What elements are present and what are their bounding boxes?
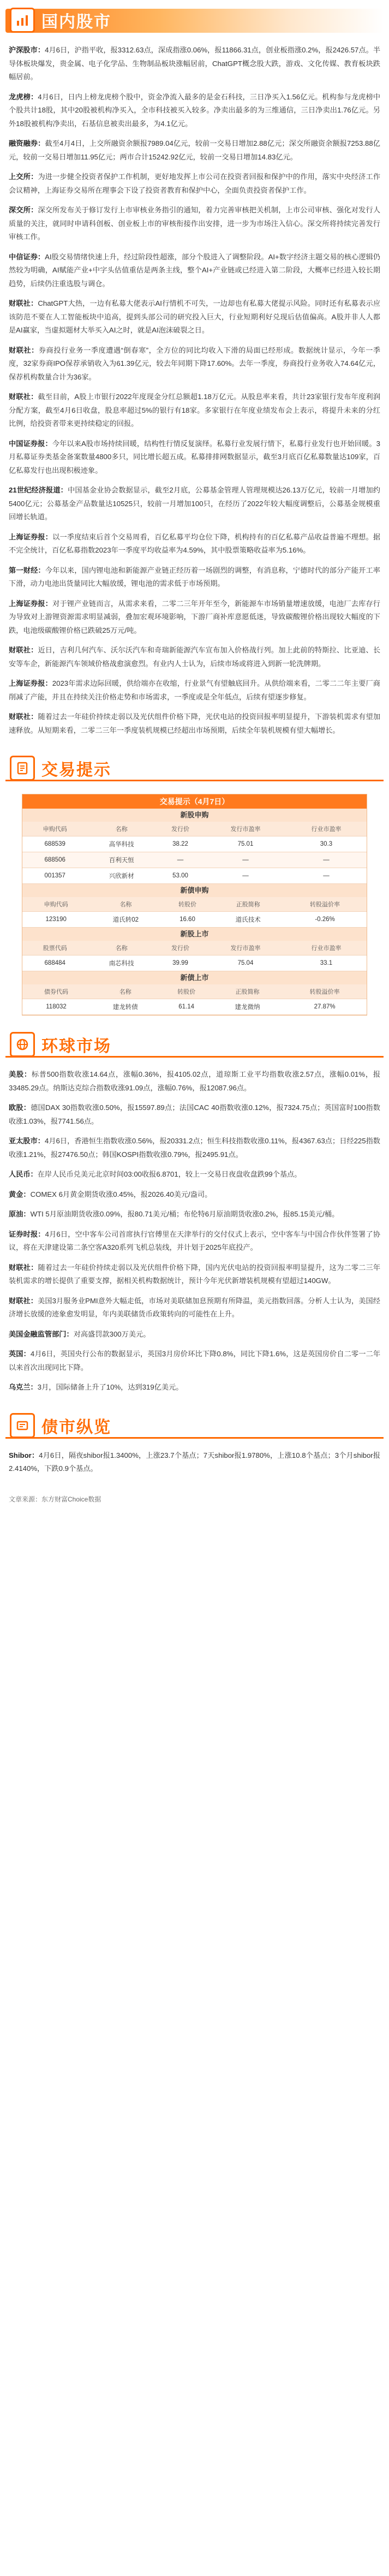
paragraph-source: 财联社： <box>9 713 38 721</box>
news-paragraph <box>9 44 380 84</box>
bond-icon <box>10 1413 35 1438</box>
paragraph-source: 21世纪经济报道： <box>9 486 68 494</box>
news-paragraph <box>9 1381 380 1394</box>
paragraph-source: 沪深股市： <box>9 46 45 54</box>
paragraph-source: 财联社： <box>9 1263 38 1272</box>
paragraph-source: 财联社： <box>9 1296 38 1305</box>
paragraph-text: 4月6日，沪指平收，报3312.63点，深成指涨0.06%，报11866.31点，创业板指涨0.2%，报2426.57点。半导体板块爆发，贵金属、电子化学品、生物制品板块涨幅居前，ChatGPT概念股大跌，游戏、文化传媒、教育板块跌幅居前。 <box>9 46 381 81</box>
news-paragraph <box>9 251 380 291</box>
table-cell: 南芯科技 <box>87 955 155 971</box>
new-bond-table <box>22 897 367 928</box>
news-paragraph <box>9 170 380 197</box>
table-cell: 75.04 <box>205 955 286 971</box>
news-paragraph <box>9 1228 380 1255</box>
paragraph-source: 亚太股市： <box>9 1137 45 1145</box>
table-cell: 16.60 <box>162 912 213 928</box>
paragraph-source: 原油： <box>9 1210 31 1218</box>
ipo-table <box>22 794 367 1016</box>
paragraph-text: 随着过去一年硅价持续走弱以及光伏组件价格下降，光伏电站的投资回报率明显提升，下游装机需求有望加速释放。从短期来看，二零二三年一季度装机规模已经超出市场预期，后续全年装机规模有望大幅增长。 <box>9 713 381 734</box>
news-paragraph <box>9 344 380 384</box>
bond-listing-header: 新债上市 <box>22 971 367 984</box>
news-paragraph <box>9 91 380 131</box>
table-cell: 123190 <box>22 912 89 928</box>
news-paragraph <box>9 1068 380 1095</box>
table-cell: -0.26% <box>283 912 367 928</box>
column-header: 名称 <box>90 984 160 999</box>
news-paragraph <box>9 531 380 557</box>
table-header-row <box>22 984 367 999</box>
globe-icon <box>10 1032 35 1057</box>
column-header: 名称 <box>87 822 155 836</box>
news-paragraph <box>9 564 380 591</box>
paragraph-text: 随着过去一年硅价持续走弱以及光伏组件价格下降，国内光伏电站的投资回报率明显提升，这为二零二三年装机需求的增长提供了重要支撑，据相关机构数据统计，预计今年光伏新增装机规模有望超过140GW。 <box>9 1263 381 1285</box>
paragraph-text: AI股交易情绪快速上升，经过阶段性超涨，部分个股进入了调整阶段。AI+数字经济主题交易的核心逻辑仍然较为明确，AI赋能产业+中字头估值重估是两条主线，整个AI+产业链或已经进入第二阶段，大概率已经进入较长期趋势，后续仍注重选股与调仓。 <box>9 252 380 288</box>
table-cell: 61.14 <box>160 999 212 1015</box>
domestic-news <box>0 40 389 748</box>
table-cell: — <box>286 868 367 884</box>
table-cell: 75.01 <box>205 836 286 852</box>
paragraph-text: 4月6日，隔夜shibor报1.3400%，上涨23.7个基点；7天shibor报1.9780%，上涨10.8个基点；3个月shibor报2.4140%，下跌0.9个基点。 <box>9 1451 380 1473</box>
table-header-row <box>22 822 367 836</box>
paragraph-source: 上海证券报： <box>9 599 53 608</box>
paragraph-source: 融资融券： <box>9 139 45 147</box>
table-header-row <box>22 941 367 955</box>
section-header-bond <box>0 1405 389 1446</box>
paragraph-text: 今年以来A股市场持续回暖，结构性行情反复演绎。私募行业发展行情下，私募行业发行也开始回暖。3月私募证券类基金备案数量4800多只，同比增长超五成。私募排排网数据显示，截至3月底百亿私募数量达109家，百亿私募发行也出现积极迹象。 <box>9 439 380 474</box>
table-title: 交易提示（4月7日） <box>22 794 367 809</box>
table-cell: 688539 <box>22 836 87 852</box>
news-paragraph <box>9 1188 380 1202</box>
paragraph-text: 今年以来，国内锂电池和新能源产业链正经历着一场剧烈的调整，有消息称，宁德时代的部分产能开工率下滑，动力电池出货量同比大幅放缓，锂电池的需求低于市场预期。 <box>9 566 380 587</box>
paragraph-text: 为进一步健全投资者保护工作机制，更好地发挥上市公司在投资者回报和保护中的作用，落实中央经济工作会议精神，上海证券交易所在理事会下设了投资者教育和保护中心，全面负责投资者保护工作。 <box>9 173 381 194</box>
news-paragraph <box>9 677 380 704</box>
paragraph-source: 美国金融监管部门： <box>9 1329 74 1338</box>
paragraph-text: 2023年需求边际回暖，供给端亦在收缩，行业景气有望触底回升。从供给端来看，二零二二年主要厂商削减了产能，并且在持续关注价格走势和市场需求，一季度或是全年低点，后续有望逐步修复。 <box>9 679 380 701</box>
paragraph-source: 上交所： <box>9 173 38 181</box>
table-row <box>22 836 367 852</box>
news-paragraph <box>9 710 380 737</box>
table-cell: 27.87% <box>283 999 367 1015</box>
table-row <box>22 912 367 928</box>
table-cell: 39.99 <box>155 955 205 971</box>
section-title: 环球市场 <box>41 1037 111 1055</box>
column-header: 股票代码 <box>22 941 87 955</box>
column-header: 转股价 <box>162 897 213 912</box>
paragraph-source: 乌克兰： <box>9 1383 38 1391</box>
new-stock-header: 新股申购 <box>22 809 367 822</box>
paragraph-source: 财联社： <box>9 393 38 401</box>
paragraph-text: 在岸人民币兑美元北京时间03:00收报6.8701，较上一交易日夜盘收盘跌99个基点。 <box>37 1170 302 1178</box>
paragraph-text: 4月6日，空中客车公司首席执行官傅里在天津举行的交付仪式上表示，空中客车与中国合作伙伴签署了协议，将在天津建设第二条空客A320系列飞机总装线，并计划于2025年底投产。 <box>9 1230 380 1251</box>
source-note: 文章来源：东方财富Choice数据 <box>9 1495 101 1503</box>
news-paragraph <box>9 1135 380 1161</box>
news-paragraph <box>9 1328 380 1342</box>
paragraph-source: 财联社： <box>9 346 39 354</box>
paragraph-source: 深交所： <box>9 206 38 214</box>
paragraph-text: 标普500指数收涨14.64点，涨幅0.36%，报4105.02点，道琼斯工业平均指数收涨2.57点，涨幅0.01%，报33485.29点。纳斯达克综合指数收涨91.09点，涨幅0.76%，报12087.96点。 <box>9 1070 381 1092</box>
global-news <box>0 1065 389 1405</box>
news-paragraph <box>9 437 380 478</box>
paragraph-source: 上海证券报： <box>9 532 53 541</box>
paragraph-source: 证券时报： <box>9 1230 45 1238</box>
news-paragraph <box>9 484 380 524</box>
table-cell: 建龙微纳 <box>212 999 283 1015</box>
paragraph-text: 4月6日，日内上榜龙虎榜个股中，资金净流入最多的是金石科技，三日净买入1.56亿元。机构参与龙虎榜中个股共计18股，其中20股被机构净买入，全市科技被买入较多。净卖出最多的为三维通信，三日净卖出1.76亿元。另外18股被机构净卖出，石基信息被卖出最多，为4.1亿元。 <box>9 92 380 128</box>
table-cell: 38.22 <box>155 836 205 852</box>
column-header: 正股简称 <box>212 984 283 999</box>
news-paragraph <box>9 204 380 244</box>
column-header: 转股价 <box>160 984 212 999</box>
paragraph-text: 对高盛罚款300万美元。 <box>73 1329 151 1338</box>
news-paragraph <box>9 1168 380 1182</box>
table-cell: 53.00 <box>155 868 205 884</box>
paragraph-source: 欧股： <box>9 1103 31 1112</box>
news-paragraph <box>9 1208 380 1221</box>
table-cell: 688506 <box>22 852 87 868</box>
section-header-trading <box>0 748 389 788</box>
column-header: 行业市盈率 <box>286 941 367 955</box>
column-header: 正股简称 <box>213 897 283 912</box>
paragraph-text: 美国3月服务业PMI意外大幅走低，市场对美联储加息预期有所降温，美元指数回落。分析人士认为，美国经济增长放缓的迹象愈发明显，年内美联储货币政策转向的可能性在上升。 <box>9 1296 380 1318</box>
paragraph-source: 中国证券报： <box>9 439 52 448</box>
table-cell: 高华科技 <box>87 836 155 852</box>
news-paragraph <box>9 644 380 670</box>
section-title: 交易提示 <box>41 761 111 779</box>
column-header: 发行价 <box>155 822 205 836</box>
paragraph-text: COMEX 6月黄金期货收涨0.45%，报2026.40美元/盎司。 <box>30 1190 212 1198</box>
paragraph-source: 黄金： <box>9 1190 31 1198</box>
news-paragraph <box>9 1348 380 1374</box>
paragraph-source: 人民币： <box>9 1170 38 1178</box>
table-cell: — <box>155 852 205 868</box>
paragraph-source: 财联社： <box>9 299 38 307</box>
paragraph-text: 3月，国际储备上升了10%，达到319亿美元。 <box>37 1383 183 1391</box>
table-cell: 兴欣新材 <box>87 868 155 884</box>
news-paragraph <box>9 1261 380 1288</box>
paragraph-text: 券商投行业务一季度遭遇“倒春寒”，全方位的同比均收入下滑的局面已经形成。数据统计显示，今年一季度，32家券商IPO保荐承销收入为61.39亿元，较去年同期下降17.60%。去年一季度，券商投行业务收入74.64亿元，保荐机构数量合计为36家。 <box>9 346 381 381</box>
news-paragraph <box>9 1295 380 1321</box>
news-paragraph <box>9 390 380 431</box>
section-header-domestic <box>0 0 389 40</box>
table-cell: 百利天恒 <box>87 852 155 868</box>
table-row <box>22 852 367 868</box>
paragraph-text: 截至4月4日，上交所融资余额报7989.04亿元，较前一交易日增加2.88亿元；深交所融资余额报7253.88亿元，较前一交易日增加11.95亿元；两市合计15242.92亿元，较前一交易日增加14.83亿元。 <box>9 139 380 161</box>
paragraph-text: 近日，吉利几何汽车、沃尔沃汽车和奇瑞新能源汽车宣布加入价格战行列。加上此前的特斯拉、比亚迪、长安等车企，新能源汽车领域价格战愈演愈烈。有业内人士认为，后续市场或将进入到新一轮洗牌期。 <box>9 646 381 668</box>
table-cell: 688484 <box>22 955 87 971</box>
bond-news <box>0 1446 389 1487</box>
paragraph-source: 第一财经： <box>9 566 45 574</box>
new-bond-header: 新债申购 <box>22 884 367 897</box>
paragraph-text: 4月6日，英国央行公布的数据显示，英国3月房价环比下降0.8%，同比下降1.6%，这是英国房价自二零一二年以来首次出现同比下降。 <box>9 1350 381 1372</box>
news-paragraph <box>9 137 380 164</box>
section-title: 债市纵览 <box>41 1418 111 1437</box>
news-paragraph <box>9 1101 380 1128</box>
paragraph-text: 截至目前，A股上市银行2022年度现金分红总额超1.18万亿元。从股息率来看，共计23家银行发布年度利润分配方案，截至4月6日收盘，股息率超过5%的银行有18家。多家银行在年度业绩发布会上表示，将提升未来的分红比例，给投资者带来更持续稳定的回报。 <box>9 393 381 428</box>
column-header: 行业市盈率 <box>286 822 367 836</box>
column-header: 名称 <box>89 897 161 912</box>
table-cell: — <box>205 868 286 884</box>
section-header-global <box>0 1024 389 1065</box>
table-cell: 道氏转02 <box>89 912 161 928</box>
paragraph-text: WTI 5月原油期货收涨0.09%，报80.71美元/桶；布伦特6月原油期货收涨0.2%，报85.15美元/桶。 <box>30 1210 339 1218</box>
market-chart-icon <box>10 8 35 33</box>
table-cell: 道氏技术 <box>213 912 283 928</box>
table-row <box>22 999 367 1015</box>
table-cell: 001357 <box>22 868 87 884</box>
paragraph-source: Shibor： <box>9 1451 39 1459</box>
paragraph-source: 英国： <box>9 1350 31 1358</box>
table-cell: — <box>205 852 286 868</box>
table-row <box>22 868 367 884</box>
paragraph-text: 对于锂产业链而言，从需求来看，二零二三年开年至今，新能源车市场销量增速放缓，电池厂去库存行为导致对上游锂资源需求明显减弱，叠加宏观环境影响，下游厂商补库意愿低迷，导致碳酸锂价格出现较大幅度的下跌，电池级碳酸锂价格已跌破25万元/吨。 <box>9 599 380 634</box>
table-cell: 33.1 <box>286 955 367 971</box>
bond-listing-table <box>22 984 367 1015</box>
paragraph-source: 上海证券报： <box>9 679 52 687</box>
notebook-icon <box>10 756 35 781</box>
table-cell: 建龙转债 <box>90 999 160 1015</box>
listing-table <box>22 941 367 971</box>
paragraph-source: 美股： <box>9 1070 32 1078</box>
news-paragraph <box>9 597 380 638</box>
column-header: 转股溢价率 <box>283 984 367 999</box>
column-header: 发行市盈率 <box>205 941 286 955</box>
paragraph-text: ChatGPT大热，一边有私募大佬表示AI行情机不可失，一边却也有私募大佬提示风险。同时还有私募表示应该防范不要在人工智能板块中追高，提到头部公司的研究投入巨大，行业短期利好兑现后估值偏高。A股并非人人都是AI赢家，当虚拟题材大举买入AI之时，就是AI泡沫破裂之日。 <box>9 299 381 334</box>
column-header: 申购代码 <box>22 822 87 836</box>
paragraph-text: 中国基金业协会数据显示，截至2月底，公募基金管理人管理规模达26.13万亿元，较前一月增加约5400亿元；公募基金产品数量达10525只，较前一月增加100只，在经历了2022年较大幅度调整后，公募基金规模重回增长轨道。 <box>9 486 380 521</box>
column-header: 名称 <box>87 941 155 955</box>
column-header: 转股溢价率 <box>283 897 367 912</box>
column-header: 发行市盈率 <box>205 822 286 836</box>
paragraph-text: 4月6日，香港恒生指数收涨0.56%，报20331.2点；恒生科技指数收涨0.11%，报4367.63点；日经225指数收涨1.21%，报27476.50点；韩国KOSPI指数收涨0.79%，报2495.91点。 <box>9 1137 380 1159</box>
table-cell: 118032 <box>22 999 90 1015</box>
column-header: 发行价 <box>155 941 205 955</box>
column-header: 申购代码 <box>22 897 89 912</box>
column-header: 债券代码 <box>22 984 90 999</box>
paragraph-text: 深交所发布关于修订发行上市审核业务指引的通知，着力完善审核把关机制，上市公司审核、强化对发行人质量的关注，就同时申请科创板、创业板上市的审核衔接作出安排，进一步为市场注入信心。深交所将持续完善发行审核工作。 <box>9 206 381 241</box>
table-row <box>22 955 367 971</box>
new-stock-table <box>22 822 367 884</box>
table-cell: 30.3 <box>286 836 367 852</box>
section-title: 国内股市 <box>41 13 111 31</box>
paragraph-source: 中信证券： <box>9 252 45 261</box>
paragraph-source: 财联社： <box>9 646 38 654</box>
paragraph-text: 德国DAX 30指数收涨0.50%，报15597.89点；法国CAC 40指数收涨0.12%，报7324.75点；英国富时100指数收涨1.03%，报7741.56点。 <box>9 1103 380 1125</box>
listing-header: 新股上市 <box>22 928 367 941</box>
news-paragraph <box>9 297 380 337</box>
table-header-row <box>22 897 367 912</box>
table-cell: — <box>286 852 367 868</box>
paragraph-source: 龙虎榜： <box>9 92 38 101</box>
paragraph-text: 以一季度结束后首个交易周看，百亿私募平均仓位下降，机构持有的百亿私募产品收益普遍不理想。据不完全统计，百亿私募指数2023年一季度平均收益率为4.59%，其中股票策略收益率为5.16%。 <box>9 532 380 554</box>
news-paragraph <box>9 1449 380 1476</box>
